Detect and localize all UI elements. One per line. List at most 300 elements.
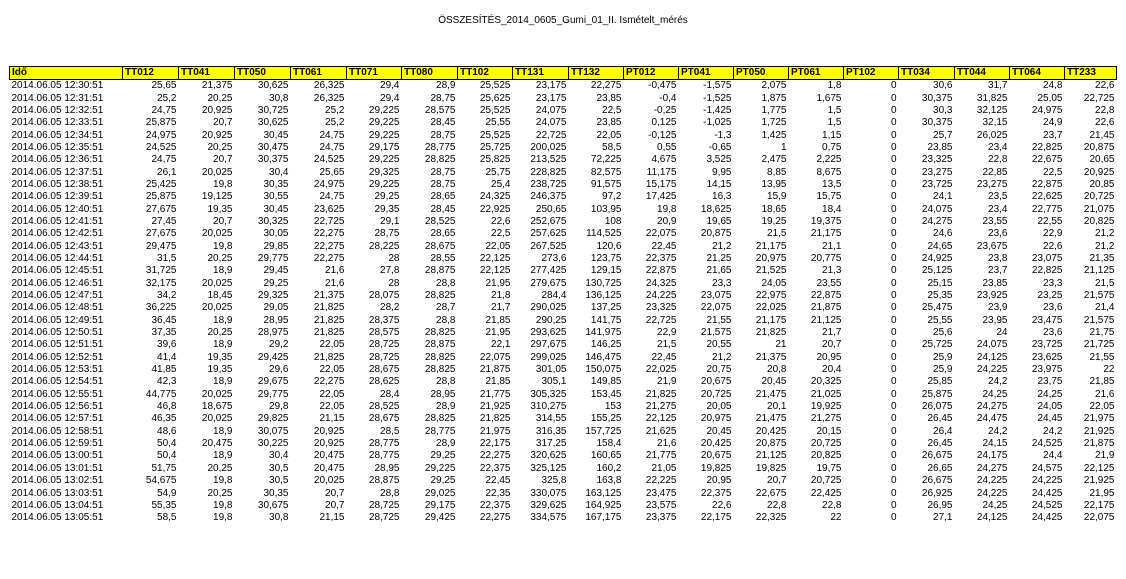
value-cell: 22,325 (755, 512, 787, 524)
value-cell: 24,075 (535, 104, 567, 116)
value-cell: 21,575 (700, 327, 732, 339)
value-cell: 28,7 (436, 302, 456, 314)
value-cell: 21,175 (810, 228, 842, 240)
value-cell: 0 (890, 129, 897, 141)
value-cell: 25,875 (921, 388, 953, 400)
value-cell: 29,775 (257, 252, 289, 264)
column-header: TT080 (402, 67, 458, 80)
value-cell: 23,375 (645, 512, 677, 524)
value-cell: 2,475 (761, 154, 787, 166)
table-row (10, 278, 1117, 290)
value-cell: 0 (890, 314, 897, 326)
value-cell: 21,825 (313, 327, 345, 339)
timestamp-cell: 2014.06.05 12:42:51 (11, 228, 104, 240)
value-cell: 22,05 (1089, 401, 1115, 413)
value-cell: 29,225 (424, 462, 456, 474)
table-row (10, 216, 1117, 228)
value-cell: 330,075 (530, 487, 567, 499)
value-cell: 18,9 (213, 376, 233, 388)
value-cell: 299,025 (530, 351, 567, 363)
value-cell: 22,8 (988, 154, 1008, 166)
value-cell: 316,35 (535, 425, 567, 437)
table-row (10, 364, 1117, 376)
value-cell: 18,625 (700, 203, 732, 215)
value-cell: 24,225 (1031, 475, 1063, 487)
value-cell: 29,475 (145, 240, 177, 252)
value-cell: 20,7 (213, 154, 233, 166)
value-cell: 136,125 (585, 290, 622, 302)
timestamp-cell: 2014.06.05 12:35:51 (11, 141, 104, 153)
value-cell: 36,225 (145, 302, 177, 314)
value-cell: 21,875 (479, 364, 511, 376)
value-cell: 24,75 (319, 129, 345, 141)
value-cell: 103,95 (590, 203, 622, 215)
table-row (10, 80, 1117, 93)
value-cell: 21,925 (1083, 475, 1115, 487)
table-row (10, 352, 1117, 364)
value-cell: 158,4 (596, 438, 622, 450)
value-cell: 146,475 (585, 351, 622, 363)
value-cell: 1 (780, 141, 787, 153)
value-cell: 24,525 (1031, 499, 1063, 511)
value-cell: 20,25 (207, 252, 233, 264)
value-cell: 30,05 (263, 228, 289, 240)
value-cell: 50,4 (157, 438, 177, 450)
value-cell: 30,5 (269, 462, 289, 474)
value-cell: 21,775 (479, 388, 511, 400)
value-cell: 21,2 (1095, 240, 1115, 252)
value-cell: 325,125 (530, 462, 567, 474)
timestamp-cell: 2014.06.05 12:38:51 (11, 178, 104, 190)
value-cell: 1,15 (822, 129, 842, 141)
timestamp-cell: 2014.06.05 12:52:51 (11, 351, 104, 363)
value-cell: 28,8 (436, 314, 456, 326)
table-row (10, 105, 1117, 117)
value-cell: 29,45 (263, 265, 289, 277)
value-cell: 19,125 (201, 191, 233, 203)
value-cell: 22,125 (479, 252, 511, 264)
value-cell: 22,875 (645, 265, 677, 277)
value-cell: 23,175 (535, 92, 567, 104)
value-cell: 284,4 (541, 290, 567, 302)
value-cell: 20,825 (1083, 215, 1115, 227)
value-cell: 325,8 (541, 475, 567, 487)
value-cell: 25,55 (927, 314, 953, 326)
value-cell: 28,725 (368, 512, 400, 524)
value-cell: 21,825 (313, 351, 345, 363)
value-cell: 3,525 (706, 154, 732, 166)
value-cell: 317,25 (535, 438, 567, 450)
timestamp-cell: 2014.06.05 12:37:51 (11, 166, 104, 178)
value-cell: 23,95 (982, 314, 1008, 326)
value-cell: 21,175 (755, 240, 787, 252)
value-cell: 23,4 (988, 203, 1008, 215)
value-cell: 305,325 (530, 388, 567, 400)
value-cell: 21,175 (755, 314, 787, 326)
table-row (10, 463, 1117, 475)
table-row (10, 129, 1117, 141)
value-cell: 24,4 (1043, 450, 1063, 462)
value-cell: 0 (890, 290, 897, 302)
value-cell: 25,525 (479, 129, 511, 141)
table-row (10, 191, 1117, 203)
value-cell: 22,55 (1037, 215, 1063, 227)
value-cell: 20,675 (700, 450, 732, 462)
value-cell: 22,6 (1095, 80, 1115, 92)
value-cell: 0 (890, 388, 897, 400)
value-cell: 277,425 (530, 265, 567, 277)
value-cell: 0 (890, 450, 897, 462)
value-cell: 23,475 (1031, 314, 1063, 326)
value-cell: 0 (890, 364, 897, 376)
value-cell: 0 (890, 191, 897, 203)
value-cell: 2,075 (761, 80, 787, 92)
value-cell: 24,225 (976, 475, 1008, 487)
value-cell: 26,45 (927, 413, 953, 425)
table-row (10, 117, 1117, 129)
value-cell: 20,925 (313, 438, 345, 450)
table-row (10, 166, 1117, 178)
value-cell: 19,8 (213, 499, 233, 511)
table-row (10, 203, 1117, 215)
value-cell: 22,9 (657, 327, 677, 339)
timestamp-cell: 2014.06.05 12:45:51 (11, 265, 104, 277)
value-cell: -0,4 (659, 92, 677, 104)
value-cell: 23,55 (982, 215, 1008, 227)
value-cell: 31,7 (988, 80, 1008, 92)
value-cell: 28,775 (424, 425, 456, 437)
value-cell: 21,375 (755, 351, 787, 363)
column-header: TT050 (235, 67, 291, 80)
value-cell: 28,825 (424, 154, 456, 166)
value-cell: 305,1 (541, 376, 567, 388)
value-cell: 0 (890, 425, 897, 437)
value-cell: 28,8 (380, 487, 400, 499)
value-cell: 23,75 (1037, 376, 1063, 388)
value-cell: 54,675 (145, 475, 177, 487)
value-cell: 22,8 (1095, 104, 1115, 116)
table-row (10, 315, 1117, 327)
value-cell: 25,6 (933, 327, 953, 339)
value-cell: 20,025 (201, 277, 233, 289)
value-cell: 21,6 (325, 277, 345, 289)
timestamp-cell: 2014.06.05 12:32:51 (11, 104, 104, 116)
value-cell: 28,75 (430, 166, 456, 178)
value-cell: 20,425 (755, 425, 787, 437)
value-cell: 279,675 (530, 277, 567, 289)
value-cell: 0 (890, 240, 897, 252)
value-cell: 26,925 (921, 487, 953, 499)
table-row (10, 376, 1117, 388)
value-cell: -1,425 (703, 104, 732, 116)
timestamp-cell: 2014.06.05 12:58:51 (11, 425, 104, 437)
value-cell: 26,65 (927, 462, 953, 474)
value-cell: 22,275 (590, 80, 622, 92)
value-cell: 1,8 (827, 80, 842, 92)
value-cell: 13,95 (761, 178, 787, 190)
value-cell: 20,95 (706, 475, 732, 487)
value-cell: 21,7 (491, 302, 511, 314)
value-cell: 22,075 (479, 351, 511, 363)
value-cell: 21,9 (1095, 450, 1115, 462)
value-cell: 21,075 (1083, 203, 1115, 215)
timestamp-cell: 2014.06.05 12:51:51 (11, 339, 104, 351)
value-cell: 146,25 (590, 339, 622, 351)
value-cell: 24,2 (1043, 425, 1063, 437)
value-cell: 22,125 (645, 413, 677, 425)
value-cell: 22,725 (535, 129, 567, 141)
value-cell: 29,175 (424, 499, 456, 511)
document-title: ÖSSZESÍTÉS_2014_0605_Gumi_01_II. Ismételt_mérés (438, 15, 688, 26)
column-header: Idő (10, 67, 123, 80)
value-cell: 21,025 (810, 388, 842, 400)
value-cell: 72,225 (590, 154, 622, 166)
value-cell: 25,2 (157, 92, 177, 104)
value-cell: 21,9 (657, 376, 677, 388)
value-cell: 21,2 (1095, 228, 1115, 240)
value-cell: 20,975 (700, 413, 732, 425)
value-cell: 21,75 (1089, 327, 1115, 339)
value-cell: 27,45 (151, 215, 177, 227)
value-cell: 0 (890, 117, 897, 129)
value-cell: 18,4 (822, 203, 842, 215)
value-cell: 31,5 (157, 252, 177, 264)
value-cell: 25,625 (479, 92, 511, 104)
value-cell: 200,025 (530, 141, 567, 153)
value-cell: 22,275 (479, 512, 511, 524)
value-cell: 28,575 (424, 104, 456, 116)
value-cell: 20,7 (213, 215, 233, 227)
value-cell: 22,45 (651, 240, 677, 252)
value-cell: 25,525 (479, 80, 511, 92)
value-cell: 20,9 (657, 215, 677, 227)
timestamp-cell: 2014.06.05 12:33:51 (11, 117, 104, 129)
value-cell: 28,9 (436, 438, 456, 450)
column-header: PT050 (734, 67, 789, 80)
value-cell: 20,825 (810, 450, 842, 462)
value-cell: 0,125 (651, 117, 677, 129)
value-cell: 29,225 (368, 178, 400, 190)
value-cell: 23,85 (927, 141, 953, 153)
value-cell: 0 (890, 339, 897, 351)
value-cell: 23,3 (712, 277, 732, 289)
value-cell: 28,825 (424, 364, 456, 376)
timestamp-cell: 2014.06.05 13:05:51 (11, 512, 104, 524)
value-cell: 29,35 (374, 203, 400, 215)
value-cell: 30,55 (263, 191, 289, 203)
value-cell: 22,5 (1043, 166, 1063, 178)
value-cell: 130,725 (585, 277, 622, 289)
value-cell: 22,05 (319, 364, 345, 376)
value-cell: 1,875 (761, 92, 787, 104)
value-cell: 30,45 (263, 203, 289, 215)
value-cell: 18,9 (213, 339, 233, 351)
value-cell: 42,3 (157, 376, 177, 388)
value-cell: 21,725 (1083, 339, 1115, 351)
value-cell: 28,775 (424, 141, 456, 153)
value-cell: 27,1 (933, 512, 953, 524)
value-cell: 160,65 (590, 450, 622, 462)
value-cell: 0 (890, 203, 897, 215)
timestamp-cell: 2014.06.05 12:44:51 (11, 252, 104, 264)
value-cell: 36,45 (151, 314, 177, 326)
value-cell: 22,275 (479, 450, 511, 462)
value-cell: 20,025 (313, 475, 345, 487)
value-cell: 20,925 (201, 104, 233, 116)
value-cell: 23,075 (1031, 252, 1063, 264)
value-cell: 21,825 (645, 388, 677, 400)
value-cell: 22,075 (700, 302, 732, 314)
timestamp-cell: 2014.06.05 12:46:51 (11, 277, 104, 289)
value-cell: 24,325 (645, 277, 677, 289)
value-cell: 21,45 (1089, 129, 1115, 141)
value-cell: 46,8 (157, 401, 177, 413)
value-cell: 24,525 (145, 141, 177, 153)
value-cell: 21,2 (712, 351, 732, 363)
value-cell: 22,925 (479, 203, 511, 215)
value-cell: 329,625 (530, 499, 567, 511)
value-cell: 23,675 (976, 240, 1008, 252)
value-cell: 20,15 (816, 425, 842, 437)
value-cell: 22,275 (313, 376, 345, 388)
value-cell: 129,15 (590, 265, 622, 277)
value-cell: 273,6 (541, 252, 567, 264)
timestamp-cell: 2014.06.05 12:34:51 (11, 129, 104, 141)
value-cell: 250,65 (535, 203, 567, 215)
value-cell: 30,675 (257, 499, 289, 511)
value-cell: 238,725 (530, 178, 567, 190)
value-cell: 26,45 (927, 438, 953, 450)
value-cell: 24,975 (1031, 104, 1063, 116)
value-cell: 54,9 (157, 487, 177, 499)
value-cell: 22 (830, 512, 842, 524)
value-cell: 21,15 (319, 413, 345, 425)
value-cell: 20,7 (767, 475, 787, 487)
value-cell: 21 (775, 339, 787, 351)
value-cell: 20,025 (201, 228, 233, 240)
value-cell: 20,4 (822, 364, 842, 376)
value-cell: 32,15 (982, 117, 1008, 129)
value-cell: 21,475 (755, 388, 787, 400)
value-cell: 55,35 (151, 499, 177, 511)
value-cell: 0 (890, 141, 897, 153)
value-cell: 21,975 (1083, 413, 1115, 425)
column-header: PT061 (789, 67, 844, 80)
value-cell: 0 (890, 228, 897, 240)
column-header: TT102 (458, 67, 513, 80)
value-cell: 0 (890, 277, 897, 289)
value-cell: 30,3 (933, 104, 953, 116)
value-cell: 22,6 (1043, 240, 1063, 252)
value-cell: 23,175 (535, 80, 567, 92)
value-cell: 22,375 (700, 487, 732, 499)
value-cell: 252,675 (530, 215, 567, 227)
value-cell: 29,8 (269, 401, 289, 413)
value-cell: 25,75 (485, 166, 511, 178)
value-cell: 30,375 (921, 117, 953, 129)
value-cell: 22,8 (822, 499, 842, 511)
value-cell: 27,675 (145, 203, 177, 215)
value-cell: 19,825 (700, 462, 732, 474)
value-cell: 20,925 (201, 129, 233, 141)
value-cell: 24,75 (151, 104, 177, 116)
value-cell: 24,575 (1031, 462, 1063, 474)
value-cell: 28,75 (430, 92, 456, 104)
timestamp-cell: 2014.06.05 13:01:51 (11, 462, 104, 474)
table-row (10, 240, 1117, 252)
value-cell: 22,825 (1031, 141, 1063, 153)
value-cell: 22,6 (491, 215, 511, 227)
value-cell: 23,85 (982, 277, 1008, 289)
value-cell: 26,675 (921, 450, 953, 462)
table-row (10, 327, 1117, 339)
timestamp-cell: 2014.06.05 13:02:51 (11, 475, 104, 487)
value-cell: 20,55 (706, 339, 732, 351)
table-row (10, 339, 1117, 351)
value-cell: 21,475 (755, 413, 787, 425)
column-header: TT041 (179, 67, 235, 80)
value-cell: 20,95 (816, 351, 842, 363)
value-cell: 24,175 (976, 450, 1008, 462)
value-cell: 23,325 (645, 302, 677, 314)
value-cell: 24,65 (927, 240, 953, 252)
value-cell: 0,75 (822, 141, 842, 153)
value-cell: 22,35 (485, 487, 511, 499)
value-cell: 114,525 (586, 228, 622, 240)
value-cell: 21,575 (1083, 314, 1115, 326)
value-cell: 28,8 (436, 376, 456, 388)
value-cell: 24,75 (151, 154, 177, 166)
value-cell: 28,875 (424, 339, 456, 351)
value-cell: 24,1 (933, 191, 953, 203)
value-cell: 21,975 (479, 425, 511, 437)
timestamp-cell: 2014.06.05 12:53:51 (11, 364, 104, 376)
value-cell: 163,8 (596, 475, 622, 487)
value-cell: 19,925 (810, 401, 842, 413)
value-cell: 25,2 (325, 117, 345, 129)
value-cell: 22,6 (712, 499, 732, 511)
value-cell: 0 (890, 215, 897, 227)
value-cell: 22,075 (645, 228, 677, 240)
value-cell: 26,4 (933, 425, 953, 437)
value-cell: -1,025 (703, 117, 732, 129)
table-row (10, 142, 1117, 154)
value-cell: 25,825 (479, 154, 511, 166)
value-cell: 28,95 (263, 314, 289, 326)
value-cell: 8,675 (816, 166, 842, 178)
value-cell: 29,4 (380, 92, 400, 104)
value-cell: 257,625 (530, 228, 567, 240)
value-cell: 19,35 (207, 203, 233, 215)
column-header: TT044 (955, 67, 1010, 80)
value-cell: 25,425 (145, 178, 177, 190)
value-cell: 30,725 (257, 104, 289, 116)
value-cell: 28,075 (368, 290, 400, 302)
value-cell: 20,45 (706, 425, 732, 437)
timestamp-cell: 2014.06.05 12:30:51 (11, 80, 104, 92)
value-cell: 19,8 (213, 512, 233, 524)
value-cell: 19,825 (755, 462, 787, 474)
value-cell: 29,25 (430, 475, 456, 487)
value-cell: 24,325 (479, 191, 511, 203)
value-cell: 20,975 (755, 252, 787, 264)
column-header: TT071 (347, 67, 402, 80)
value-cell: 0 (890, 265, 897, 277)
value-cell: 28,525 (368, 401, 400, 413)
value-cell: 164,925 (585, 499, 622, 511)
table-row (10, 500, 1117, 512)
value-cell: 25,9 (933, 364, 953, 376)
